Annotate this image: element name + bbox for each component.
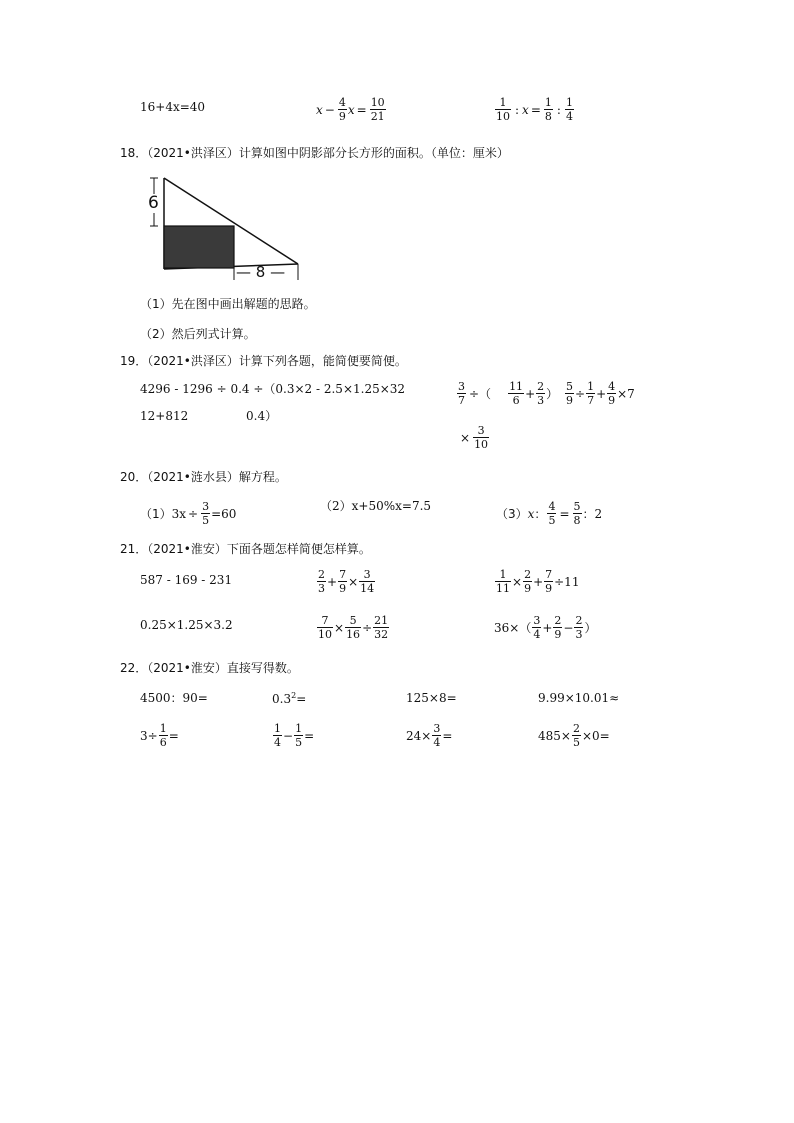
q21-a3: $\frac{1}{11}$ × $\frac{2}{9}$ + $\frac{7}{9}$ ÷11	[496, 568, 580, 595]
proportion-equation: $\frac{1}{10}$ : x = $\frac{1}{8}$ : $\frac{1}{4}$	[496, 96, 573, 123]
shaded-rectangle	[164, 226, 234, 268]
q19-problem-2: $\frac{3}{7}$ ÷（ $\frac{11}{6}$ + $\frac{2}{3}$ ）	[458, 380, 559, 407]
q22-c2: $0.3^2=$	[272, 691, 307, 706]
q21-b2: $\frac{7}{10}$ × $\frac{5}{16}$ ÷ $\frac{21}{32}$	[318, 614, 389, 641]
question-18-header: 18．（2021•洪泽区）计算如图中阴影部分长方形的面积。（单位：厘米）	[120, 146, 509, 160]
q20-equation-1: （1） 3x ÷ $\frac{3}{5}$ =60	[140, 500, 237, 527]
q21-b1: 0.25×1.25×3.2	[140, 618, 233, 632]
q20-equation-2: （2）x+50%x=7.5	[320, 499, 432, 513]
q19-problem-1-line2b: 0.4）	[246, 409, 278, 423]
question-18-sub2: （2）然后列式计算。	[140, 327, 256, 341]
question-21-header: 21．（2021•淮安）下面各题怎样简便怎样算。	[120, 542, 371, 556]
q22-d1: 3÷ $\frac{1}{6}$ =	[140, 722, 179, 749]
q21-a2: $\frac{2}{3}$ + $\frac{7}{9}$ × $\frac{3}{14}$	[318, 568, 375, 595]
q22-d2: $\frac{1}{4}$ − $\frac{1}{5}$ =	[274, 722, 315, 749]
label-width-8: — 8 —	[236, 263, 286, 281]
q19-problem-3: $\frac{5}{9}$ ÷ $\frac{1}{7}$ + $\frac{4}{9}$ ×7	[566, 380, 635, 407]
q22-c1: 4500：90=	[140, 691, 208, 705]
q22-c4: 9.99×10.01≈	[538, 691, 620, 705]
question-20-header: 20．（2021•涟水县）解方程。	[120, 470, 287, 484]
q21-a1: 587 - 169 - 231	[140, 573, 233, 587]
equation-16-4x: 16+4x=40	[140, 100, 206, 114]
equation-x-minus-fraction: x − $\frac{4}{9}$ x = $\frac{10}{21}$	[316, 96, 385, 123]
q19-problem-3-continued: × $\frac{3}{10}$	[460, 424, 489, 451]
q21-b3: 36×（ $\frac{3}{4}$ + $\frac{2}{9}$ − $\frac{2}{3}$ ）	[494, 614, 597, 641]
question-22-header: 22．（2021•淮安）直接写得数。	[120, 661, 299, 675]
q20-equation-3: （3） x ： $\frac{4}{5}$ = $\frac{5}{8}$ ： 2	[496, 500, 603, 527]
q22-d4: 485× $\frac{2}{5}$ ×0=	[538, 722, 610, 749]
question-19-header: 19．（2021•洪泽区）计算下列各题，能简便要简便。	[120, 354, 407, 368]
q19-problem-1-line1: 4296 - 1296 ÷ 0.4 ÷（0.3×2 - 2.5×1.25×32	[140, 382, 406, 396]
q22-d3: 24× $\frac{3}{4}$ =	[406, 722, 453, 749]
q22-c3: 125×8=	[406, 691, 457, 705]
label-height-6: 6	[148, 193, 159, 213]
question-18-sub1: （1）先在图中画出解题的思路。	[140, 297, 316, 311]
q19-problem-1-line2a: 12+812	[140, 409, 189, 423]
